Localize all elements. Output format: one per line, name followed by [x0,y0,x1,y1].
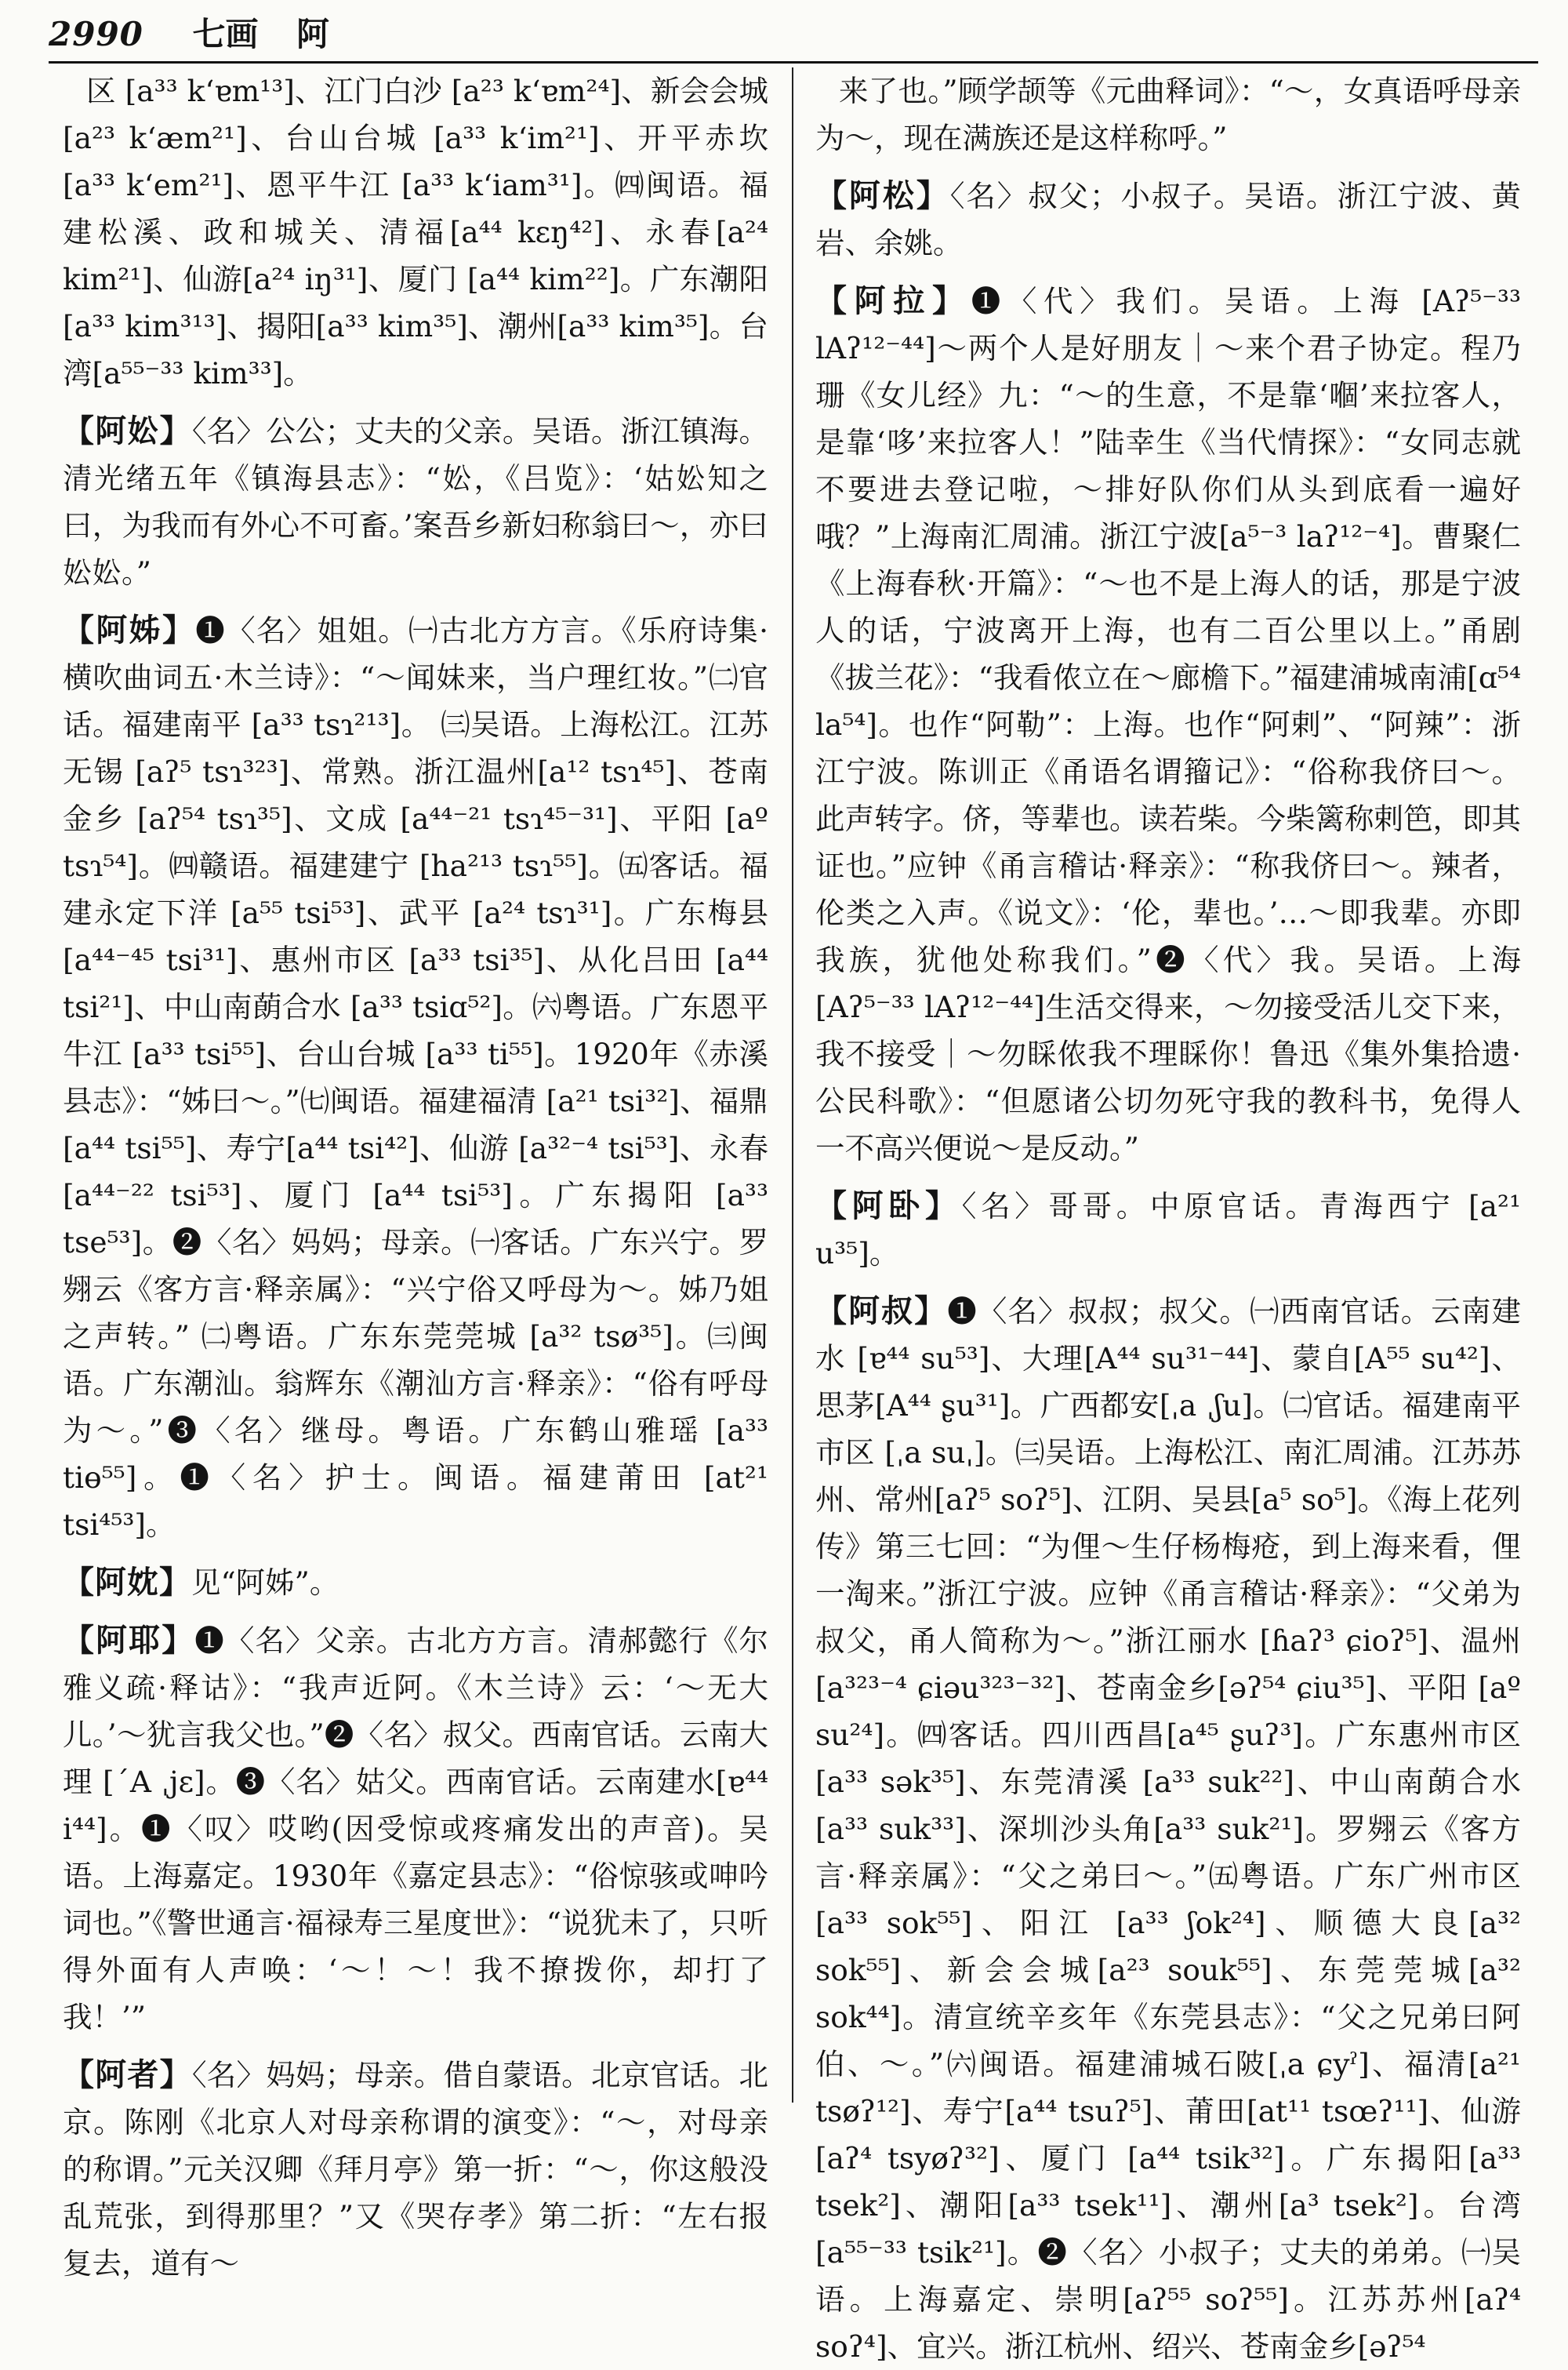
radical-label: 阿 [296,15,330,53]
right-column [815,67,1522,2364]
entry-definition: ❶〈名〉姐姐。㈠古北方方言。《乐府诗集·横吹曲词五·木兰诗》：“～闻妹来，当户理红妆。”㈡官话。福建南平 [a³³ tsɿ²¹³]。 ㈢吴语。上海松江。江苏无锡 [aʔ⁵ tsɿ³²³]、常熟。浙江温州[a¹² tsɿ⁴⁵]、苍南金乡 [aʔ⁵⁴ tsɿ³⁵]、文成 [a⁴⁴⁻²¹ tsɿ⁴⁵⁻³¹]、平阳 [aº tsɿ⁵⁴]。㈣赣语。福建建宁 [ha²¹³ tsɿ⁵⁵]。㈤客话。福建永定下洋 [a⁵⁵ tsi⁵³]、武平 [a²⁴ tsɿ³¹]。广东梅县 [a⁴⁴⁻⁴⁵ tsi³¹]、惠州市区 [a³³ tsi³⁵]、从化吕田 [a⁴⁴ tsi²¹]、中山南蓢合水 [a³³ tsiɑ⁵²]。㈥粤语。广东恩平牛江 [a³³ tsi⁵⁵]、台山台城 [a³³ ti⁵⁵]。1920年《赤溪县志》：“姊曰～。”㈦闽语。福建福清 [a²¹ tsi³²]、福鼎[a⁴⁴ tsi⁵⁵]、寿宁[a⁴⁴ tsi⁴²]、仙游 [a³²⁻⁴ tsi⁵³]、永春 [a⁴⁴⁻²² tsi⁵³]、厦门 [a⁴⁴ tsi⁵³]。广东揭阳 [a³³ tse⁵³]。❷〈名〉妈妈；母亲。㈠客话。广东兴宁。罗翙云《客方言·释亲属》：“兴宁俗又呼母为～。姊乃姐之声转。” ㈡粤语。广东东莞莞城 [a³² tsø³⁵]。㈢闽语。广东潮汕。翁辉东《潮汕方言·释亲》：“俗有呼母为～。”❸〈名〉继母。粤语。广东鹤山雅瑶 [a³³ tiɵ⁵⁵]。❶〈名〉护士。闽语。福建莆田 [at²¹ tsi⁴⁵³]。 [63,613,769,1542]
section-label: 七画 [192,15,259,53]
entry-headword: 【阿松】 [815,177,950,214]
entry-a-zhe [63,2052,768,2287]
column-divider [792,67,793,2103]
page-number: 2990 [49,15,143,53]
page-header [49,9,1538,60]
entry-definition: ❶〈名〉父亲。古北方方言。清郝懿行《尔雅义疏·释诂》：“我声近阿。《木兰诗》云：‘～无大儿。’～犹言我父也。”❷〈名〉叔父。西南官话。云南大理 [ˊA ˌjɛ]。❸〈名〉姑父。西南官话。云南建水[ɐ⁴⁴ i⁴⁴]。❶〈叹〉哎哟(因受惊或疼痛发出的声音)。吴语。上海嘉定。1930年《嘉定县志》：“俗惊骇或呻吟词也。”《警世通言·福禄寿三星度世》：“说犹未了，只听得外面有人声唤：‘～！～！我不撩拨你，却打了我！’” [63,1623,769,2034]
entry-a-la [815,278,1521,1172]
header-rule [49,61,1538,64]
entry-a-zi-variant [63,1559,768,1606]
entry-definition: ❶〈代〉我们。吴语。上海 [Aʔ⁵⁻³³ lAʔ¹²⁻⁴⁴]～两个人是好朋友｜～来个君子协定。程乃珊《女儿经》九：“～的生意，不是靠‘嗰’来拉客人，是靠‘哆’来拉客人！”陆幸生《当代情探》：“女同志就不要进去登记啦，～排好队你们从头到底看一遍好哦？”上海南汇周浦。浙江宁波[a⁵⁻³ laʔ¹²⁻⁴]。曹聚仁《上海春秋·开篇》：“～也不是上海人的话，那是宁波人的话，宁波离开上海，也有二百公里以上。”甬剧《拔兰花》：“我看侬立在～廊檐下。”福建浦城南浦[ɑ⁵⁴ la⁵⁴]。也作“阿勒”：上海。也作“阿剌”、“阿辣”：浙江宁波。陈训正《甬语名谓籀记》：“俗称我侪曰～。此声转字。侪，等辈也。读若柴。今柴篱称剌笆，即其证也。”应钟《甬言稽诂·释亲》：“称我侪曰～。辣者，伦类之入声。《说文》：‘伦，辈也。’…～即我辈。亦即我族，犹他处称我们。”❷〈代〉我。吴语。上海[Aʔ⁵⁻³³ lAʔ¹²⁻⁴⁴]生活交得来，～勿接受活儿交下来，我不接受｜～勿睬侬我不理睬你！鲁迅《集外集拾遗·公民科歌》：“但愿诸公切勿死守我的教科书，免得人一不高兴便说～是反动。” [815,284,1522,1165]
entry-definition: ❶〈名〉叔叔；叔父。㈠西南官话。云南建水 [ɐ⁴⁴ su⁵³]、大理[A⁴⁴ su³¹⁻⁴⁴]、蒙自[A⁵⁵ su⁴²]、思茅[A⁴⁴ ʂu³¹]。广西都安[ˌa ˌʃu]。㈡官话。福建南平市区 [ˌa suˌ]。㈢吴语。上海松江、南汇周浦。江苏苏州、常州[aʔ⁵ soʔ⁵]、江阴、吴县[a⁵ so⁵]。《海上花列传》第三七回：“为俚～生仔杨梅疮，到上海来看，俚一淘来。”浙江宁波。应钟《甬言稽诂·释亲》：“父弟为叔父，甬人简称为～。”浙江丽水 [ɦaʔ³ ɕioʔ⁵]、温州[a³²³⁻⁴ ɕiəu³²³⁻³²]、苍南金乡[əʔ⁵⁴ ɕiu³⁵]、平阳 [aº su²⁴]。㈣客话。四川西昌[a⁴⁵ ʂuʔ³]。广东惠州市区[a³³ sək³⁵]、东莞清溪 [a³³ suk²²]、中山南蓢合水[a³³ suk³³]、深圳沙头角[a³³ suk²¹]。罗翙云《客方言·释亲属》：“父之弟曰～。”㈤粤语。广东广州市区[a³³ sok⁵⁵]、阳江 [a³³ ʃok²⁴]、顺德大良[a³² sok⁵⁵]、新会会城[a²³ souk⁵⁵]、东莞莞城[a³² sok⁴⁴]。清宣统辛亥年《东莞县志》：“父之兄弟曰阿伯、～。”㈥闽语。福建浦城石陂[ˌa ɕyˀ]、福清[a²¹ tsøʔ¹²]、寿宁[a⁴⁴ tsuʔ⁵]、莆田[at¹¹ tsœʔ¹¹]、仙游 [aʔ⁴ tsyøʔ³²]、厦门 [a⁴⁴ tsik³²]。广东揭阳[a³³ tsek²]、潮阳[a³³ tsek¹¹]、潮州[a³ tsek²]。台湾[a⁵⁵⁻³³ tsik²¹]。❷〈名〉小叔子；丈夫的弟弟。㈠吴语。上海嘉定、崇明[aʔ⁵⁵ soʔ⁵⁵]。江苏苏州[aʔ⁴ soʔ⁴]、宜兴。浙江杭州、绍兴、苍南金乡[əʔ⁵⁴ [815,1294,1522,2364]
entry-headword: 【阿耶】 [63,1622,195,1659]
continuation-text: 来了也。”顾学颉等《元曲释词》：“～，女真语呼母亲为～，现在满族还是这样称呼。” [815,74,1521,155]
entry-definition: 〈名〉哥哥。中原官话。青海西宁 [a²¹ u³⁵]。 [815,1189,1521,1270]
entry-headword: 【阿姊】 [63,612,196,649]
entry-definition: 见“阿姊”。 [191,1565,339,1600]
entry-a-zhong [63,408,768,596]
left-column [63,67,769,2281]
entry-a-zi [63,607,768,1548]
entry-headword: 【阿妐】 [63,413,192,449]
entry-headword: 【阿卧】 [815,1187,962,1224]
entry-definition: 〈名〉公公；丈夫的父亲。吴语。浙江镇海。清光绪五年《镇海县志》：“妐，《吕览》：‘姑妐知之曰，为我而有外心不可畜。’案吾乡新妇称翁曰～，亦曰妐妐。” [63,414,769,590]
entry-a-song [815,173,1521,267]
entry-headword: 【阿叔】 [815,1292,948,1329]
entry-a-wo [815,1183,1521,1277]
entry-headword: 【阿者】 [63,2056,192,2093]
continuation-text: 区 [a³³ k‘ɐm¹³]、江门白沙 [a²³ k‘ɐm²⁴]、新会会城 [a²³ k‘æm²¹]、台山台城 [a³³ k‘im²¹]、开平赤坎 [a³³ k‘em²¹]、恩平牛江 [a³³ k‘iam³¹]。㈣闽语。福建松溪、政和城关、清福[a⁴⁴ kɛŋ⁴²]、永春[a²⁴ kim²¹]、仙游[a²⁴ iŋ³¹]、厦门 [a⁴⁴ kim²²]。广东潮阳[a³³ kim³¹³]、揭阳[a³³ kim³⁵]、潮州[a³³ kim³⁵]。台湾[a⁵⁵⁻³³ kim³³]。 [63,74,768,391]
entry-a-ye [63,1617,768,2041]
entry-definition: 〈名〉叔父；小叔子。吴语。浙江宁波、黄岩、余姚。 [815,179,1522,260]
entry-definition: 〈名〉妈妈；母亲。借自蒙语。北京官话。北京。陈刚《北京人对母亲称谓的演变》：“～，对母亲的称谓。”元关汉卿《拜月亭》第一折：“～，你这般没乱荒张，到得那里？”又《哭存孝》第二折：“左右报复去，道有～ [63,2058,769,2281]
entry-headword: 【阿妉】 [63,1564,191,1601]
entry-a-shu [815,1288,1521,2370]
entry-headword: 【阿拉】 [815,282,971,319]
